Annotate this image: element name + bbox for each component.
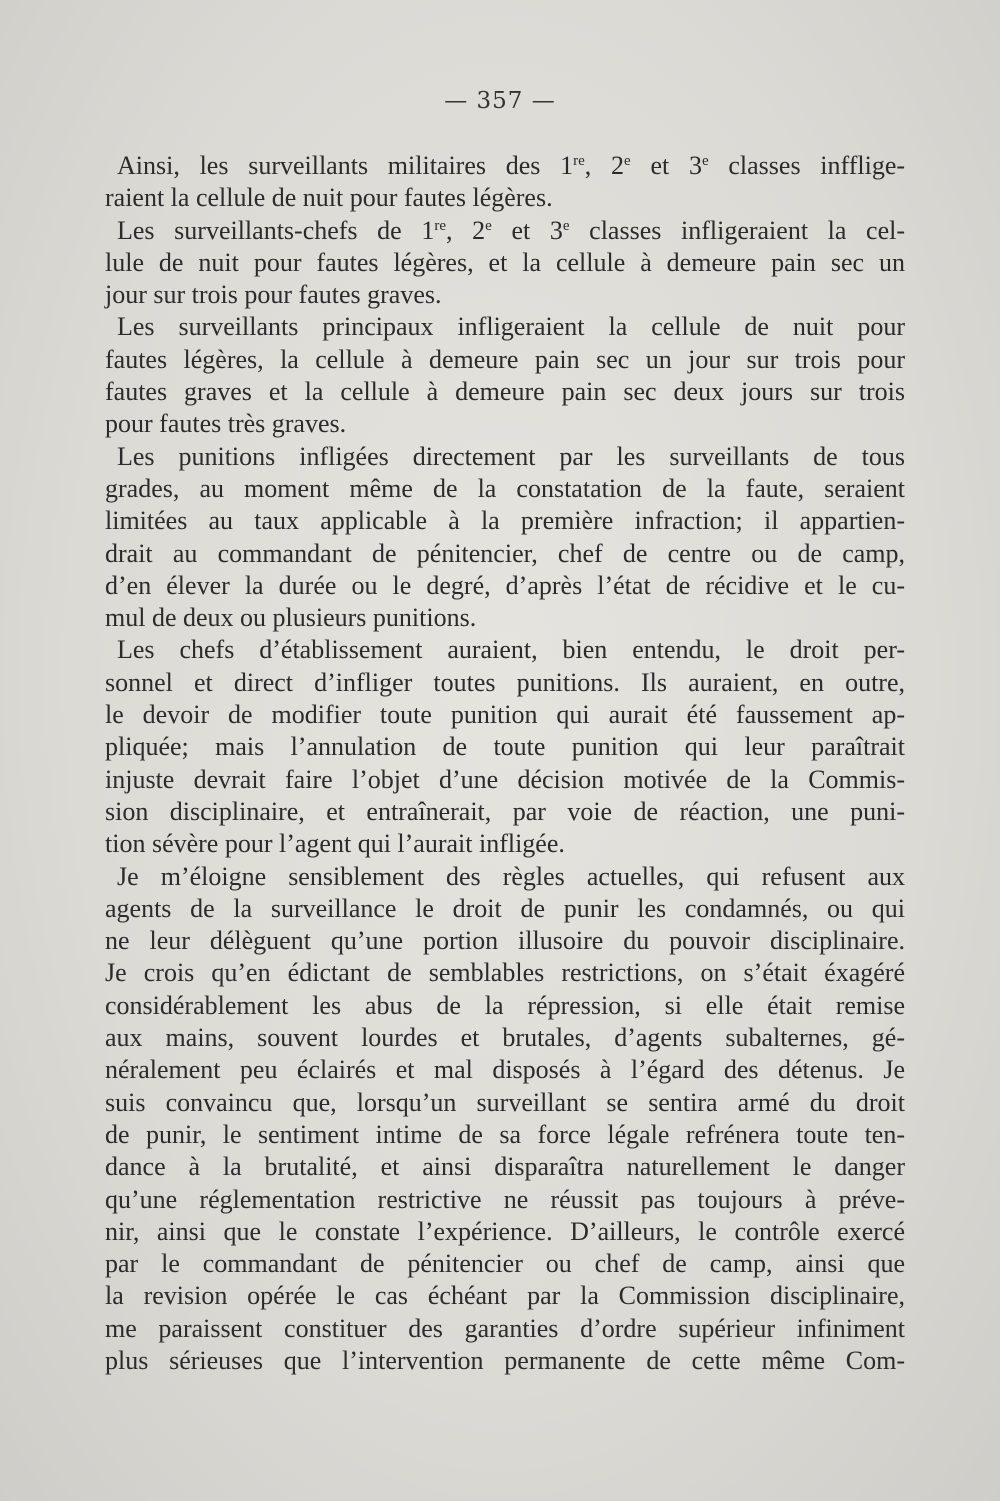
text-line (105, 602, 905, 634)
text-line (105, 538, 905, 570)
text-line (105, 408, 905, 440)
text-segment: sonnel et direct d’infliger toutes punitions. Ils auraient, en outre, (105, 667, 905, 697)
text-segment: jour sur trois pour fautes graves. (105, 280, 442, 310)
text-segment: sion disciplinaire, et entraînerait, par voie de réaction, une puni- (105, 796, 905, 826)
text-line (105, 1087, 905, 1119)
text-segment: le devoir de modifier toute punition qui aurait été faussement ap- (105, 700, 905, 730)
text-line (105, 182, 905, 214)
text-segment: de punir, le sentiment intime de sa force légale refrénera toute ten- (105, 1119, 905, 1149)
text-line (105, 1184, 905, 1216)
text-segment: lule de nuit pour fautes légères, et la cellule à demeure pain sec un (105, 247, 905, 277)
text-line (105, 344, 905, 376)
superscript: e (624, 153, 631, 169)
text-line (105, 764, 905, 796)
superscript: e (485, 217, 492, 234)
text-segment: considérablement les abus de la répression, si elle était remise (105, 990, 905, 1020)
text-line (105, 893, 905, 925)
text-segment: me paraissent constituer des garanties d’ordre supérieur infiniment (105, 1313, 905, 1343)
text-segment: fautes graves et la cellule à demeure pain sec deux jours sur trois (105, 377, 905, 407)
superscript: e (701, 153, 709, 169)
text-line (105, 1054, 905, 1086)
text-line (105, 570, 905, 602)
text-segment: par le commandant de pénitencier ou chef de camp, ainsi que (105, 1249, 905, 1279)
text-line (105, 1248, 905, 1280)
text-segment: nir, ainsi que le constate l’expérience. D’ailleurs, le contrôle exercé (105, 1216, 905, 1246)
text-segment: injuste devrait faire l’objet d’une décision motivée de la Commis- (105, 764, 905, 794)
text-segment: limitées au taux applicable à la première infraction; il appartien- (105, 506, 905, 536)
text-segment: , 2 (584, 151, 625, 180)
text-segment: et 3 (491, 215, 563, 245)
text-segment: plus sérieuses que l’intervention permanente de cette même Com- (105, 1345, 905, 1375)
text-line (105, 796, 905, 828)
text-line (105, 247, 905, 279)
text-segment: mul de deux ou plusieurs punitions. (105, 603, 477, 633)
text-segment: drait au commandant de pénitencier, chef de centre ou de camp, (105, 538, 905, 568)
text-line (105, 1345, 905, 1377)
text-line (105, 376, 905, 408)
text-segment: dance à la brutalité, et ainsi disparaîtra naturellement le danger (105, 1152, 905, 1182)
text-segment: suis convaincu que, lorsqu’un surveillant se sentira armé du droit (105, 1087, 905, 1117)
text-line (105, 699, 905, 731)
superscript: re (573, 153, 585, 169)
text-line (105, 1151, 905, 1183)
text-segment: aux mains, souvent lourdes et brutales, d’agents subalternes, gé- (105, 1023, 905, 1053)
text-segment: Je crois qu’en édictant de semblables restrictions, on s’était éxagéré (105, 958, 905, 988)
superscript: e (562, 217, 570, 234)
text-line (105, 311, 905, 343)
text-segment: pliquée; mais l’annulation de toute punition qui leur paraîtrait (105, 732, 905, 762)
text-line (105, 150, 905, 182)
text-segment: pour fautes très graves. (105, 409, 347, 439)
superscript: re (434, 217, 447, 234)
text-segment: Je m’éloigne sensiblement des règles actuelles, qui refusent aux (117, 861, 905, 891)
text-segment: qu’une réglementation restrictive ne réussit pas toujours à préve- (105, 1184, 905, 1214)
text-line (105, 1280, 905, 1312)
text-line (105, 828, 905, 860)
text-line (105, 215, 905, 247)
text-segment: Ainsi, les surveillants militaires des 1 (117, 151, 574, 180)
text-segment: tion sévère pour l’agent qui l’aurait infligée. (105, 829, 565, 859)
text-segment: ne leur délèguent qu’une portion illusoire du pouvoir disciplinaire. (105, 926, 905, 956)
text-segment: Les surveillants-chefs de 1 (117, 215, 435, 245)
text-segment: agents de la surveillance le droit de punir les condamnés, ou qui (105, 893, 905, 923)
text-segment: classes infflige- (708, 151, 906, 180)
text-segment: fautes légères, la cellule à demeure pain sec un jour sur trois pour (105, 344, 905, 374)
text-segment: néralement peu éclairés et mal disposés à l’égard des détenus. Je (105, 1055, 905, 1085)
text-line (105, 441, 905, 473)
text-segment: Les punitions infligées directement par les surveillants de tous (117, 441, 905, 471)
text-segment: Les surveillants principaux infligeraient la cellule de nuit pour (117, 312, 905, 342)
text-line (105, 1022, 905, 1054)
text-segment: la revision opérée le cas échéant par la Commission disciplinaire, (105, 1281, 905, 1311)
text-line (105, 1313, 905, 1345)
text-segment: raient la cellule de nuit pour fautes légères. (105, 183, 553, 213)
text-line (105, 634, 905, 666)
text-line (105, 990, 905, 1022)
text-segment: classes infligeraient la cel- (569, 215, 906, 245)
text-line (105, 279, 905, 311)
text-segment: grades, au moment même de la constatation de la faute, seraient (105, 473, 905, 503)
text-segment: Les chefs d’établissement auraient, bien entendu, le droit per- (117, 635, 905, 665)
text-line (105, 925, 905, 957)
text-segment: et 3 (630, 151, 702, 180)
text-line (105, 731, 905, 763)
text-line (105, 957, 905, 989)
text-line (105, 473, 905, 505)
page-number: — 357 — (444, 88, 556, 114)
text-line (105, 505, 905, 537)
text-line (105, 1216, 905, 1248)
text-line (105, 1119, 905, 1151)
text-segment: , 2 (446, 215, 486, 245)
text-line (105, 667, 905, 699)
text-segment: d’en élever la durée ou le degré, d’après l’état de récidive et le cu- (105, 570, 905, 600)
body-text (105, 150, 905, 1377)
text-line (105, 861, 905, 893)
